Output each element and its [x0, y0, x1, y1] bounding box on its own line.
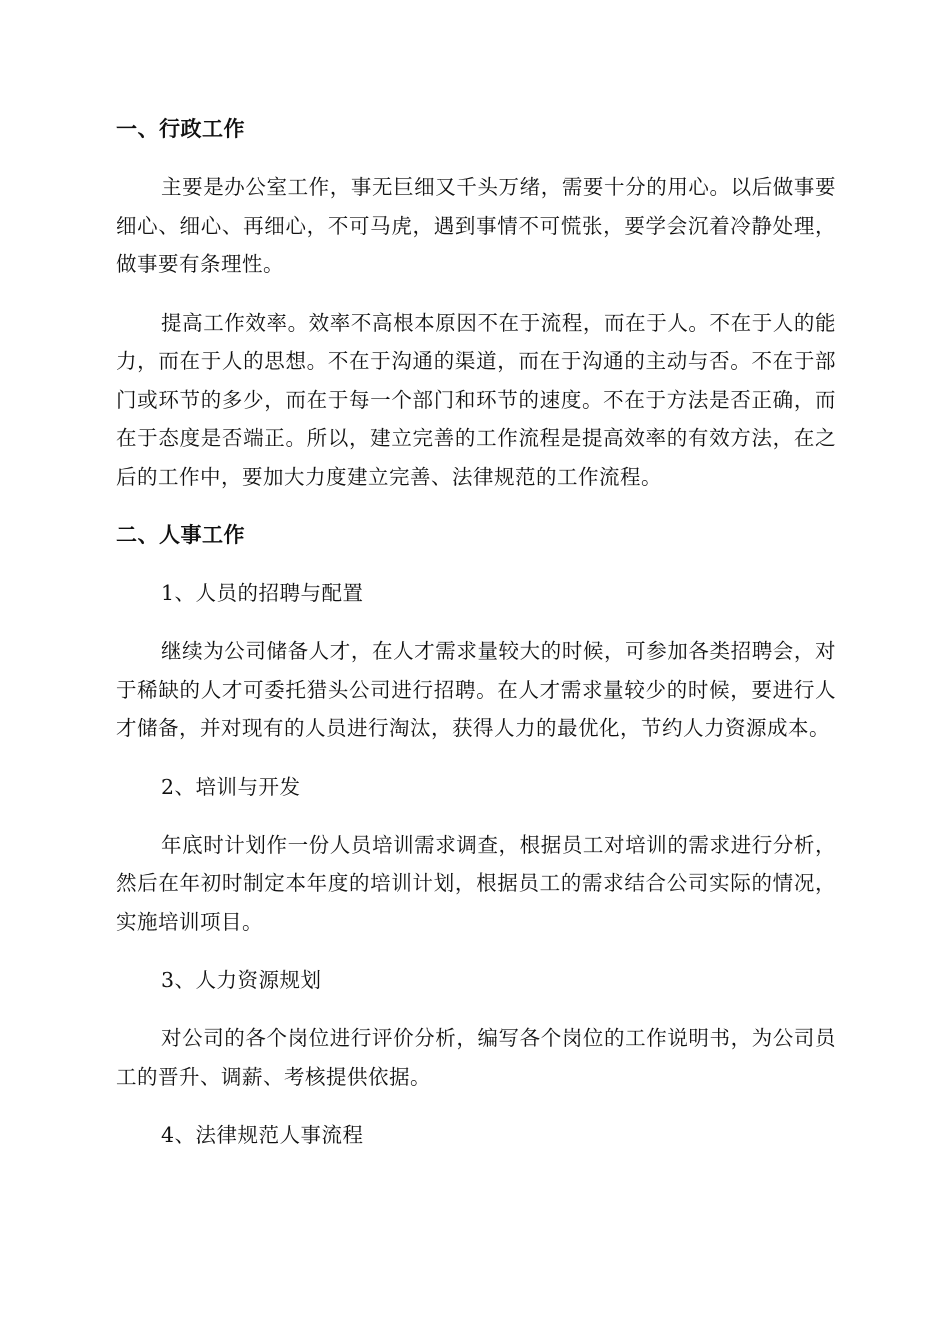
admin-paragraph-2: 提高工作效率。效率不高根本原因不在于流程，而在于人。不在于人的能力，而在于人的思想。不在于沟通的渠道，而在于沟通的主动与否。不在于部门或环节的多少，而在于每一个部门和环节的速度。不在于方法是否正确，而在于态度是否端正。所以，建立完善的工作流程是提高效率的有效方法，在之后的工作中，要加大力度建立完善、法律规范的工作流程。	[116, 310, 836, 489]
admin-paragraph-1: 主要是办公室工作，事无巨细又千头万绪，需要十分的用心。以后做事要细心、细心、再细心，不可马虎，遇到事情不可慌张，要学会沉着冷静处理，做事要有条理性。	[116, 175, 836, 276]
document-page	[116, 110, 836, 1174]
hr-item-3-text: 对公司的各个岗位进行评价分析，编写各个岗位的工作说明书，为公司员工的晋升、调薪、考核提供依据。	[116, 1026, 836, 1089]
section-heading-hr: 二、人事工作	[116, 523, 245, 547]
section-heading-admin: 一、行政工作	[116, 117, 245, 141]
hr-item-3-title: 3、人力资源规划	[161, 968, 322, 992]
hr-item-2-text: 年底时计划作一份人员培训需求调查，根据员工对培训的需求进行分析，然后在年初时制定本年度的培训计划，根据员工的需求结合公司实际的情况，实施培训项目。	[116, 832, 836, 934]
hr-item-1-title: 1、人员的招聘与配置	[161, 581, 364, 605]
hr-item-4-title: 4、法律规范人事流程	[161, 1123, 364, 1147]
hr-item-1-text: 继续为公司储备人才，在人才需求量较大的时候，可参加各类招聘会，对于稀缺的人才可委托猎头公司进行招聘。在人才需求量较少的时候，要进行人才储备，并对现有的人员进行淘汰，获得人力的最优化，节约人力资源成本。	[116, 639, 836, 740]
hr-item-2-title: 2、培训与开发	[161, 774, 301, 799]
